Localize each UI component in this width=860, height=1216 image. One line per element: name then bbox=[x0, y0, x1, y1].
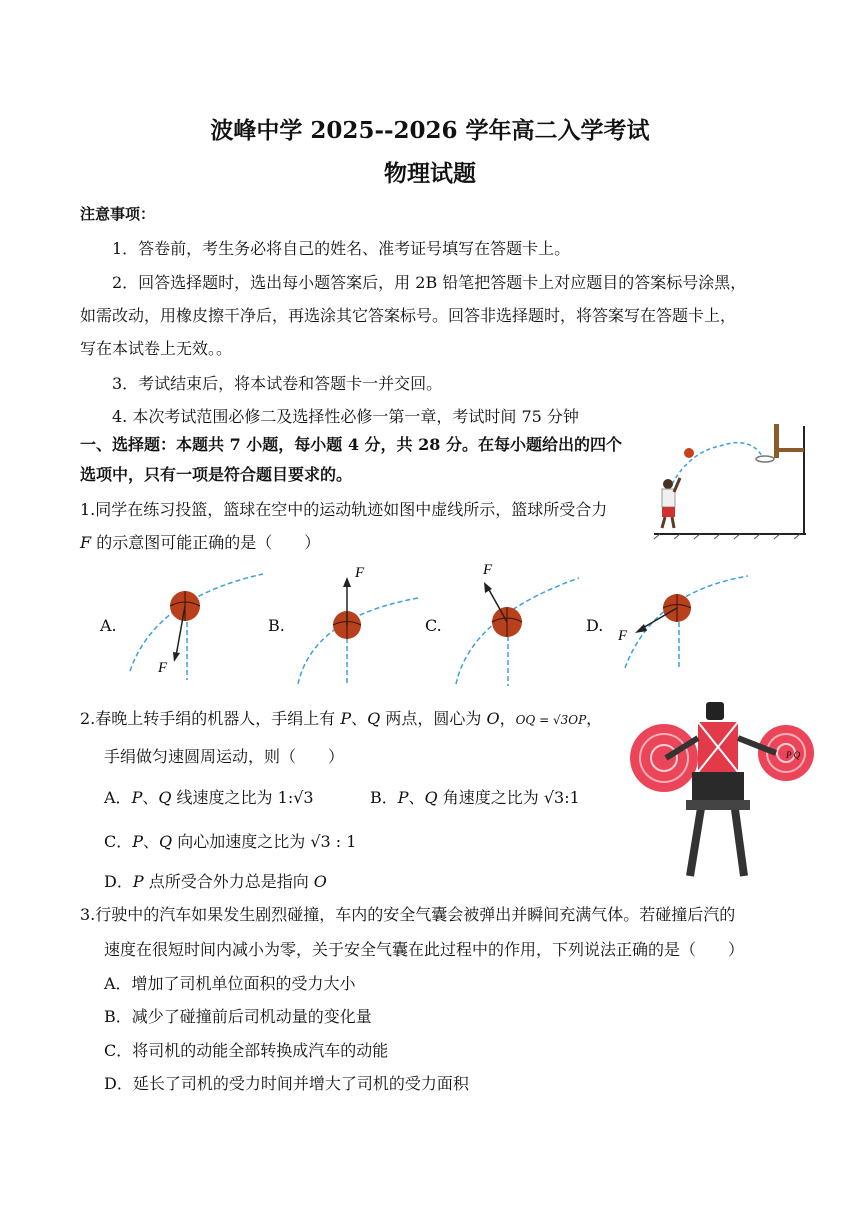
q1-d-force-label: F bbox=[618, 628, 628, 644]
robot-pq-label: P Q bbox=[786, 750, 801, 760]
notice-item-2-line1: 2．回答选择题时，选出每小题答案后，用 2B 铅笔把答题卡上对应题目的答案标号涂黑， bbox=[112, 273, 747, 292]
q3-option-c: C．将司机的动能全部转换成汽车的动能 bbox=[104, 1041, 389, 1060]
section1-heading-line1: 一、选择题：本题共 7 小题，每小题 4 分，共 28 分。在每小题给出的四个 bbox=[80, 435, 622, 454]
notice-item-2-line2: 如需改动，用橡皮擦干净后，再选涂其它答案标号。回答非选择题时，将答案写在答题卡上， bbox=[80, 306, 737, 325]
notice-heading: 注意事项： bbox=[80, 205, 156, 223]
basketball-shot-figure bbox=[650, 422, 810, 540]
q1-line2-text: 的示意图可能正确的是（ ） bbox=[91, 533, 321, 552]
q2-formula: OQ = √3OP bbox=[515, 713, 587, 727]
q1-line1: 1.同学在练习投篮，篮球在空中的运动轨迹如图中虚线所示，篮球所受合力 bbox=[80, 500, 608, 519]
q3-line1: 3.行驶中的汽车如果发生剧烈碰撞，车内的安全气囊会被弹出并瞬间充满气体。若碰撞后汽的 bbox=[80, 905, 736, 924]
q2-line1-mid: 两点，圆心为 bbox=[380, 709, 487, 728]
q2-option-d: D．P 点所受合外力总是指向 O bbox=[104, 872, 327, 891]
q2-point-q: Q bbox=[367, 709, 381, 728]
q2-point-p: P bbox=[340, 709, 352, 728]
q1-option-a-label: A. bbox=[100, 616, 117, 635]
q2-line1 bbox=[80, 706, 602, 729]
q1-force-var: F bbox=[80, 533, 92, 552]
q2-option-b: B．P、Q 角速度之比为 √3:1 bbox=[370, 788, 580, 807]
q1-a-force-label: F bbox=[158, 660, 168, 676]
q2-line1-end: ， bbox=[586, 709, 603, 728]
exam-subtitle: 物理试题 bbox=[384, 160, 476, 187]
q2-sep: 、 bbox=[351, 709, 368, 728]
notice-item-1: 1．答卷前，考生务必将自己的姓名、准考证号填写在答题卡上。 bbox=[112, 239, 571, 258]
q1-b-force-label: F bbox=[355, 565, 365, 581]
q2-comma: ， bbox=[499, 709, 516, 728]
q1-c-force-label: F bbox=[483, 562, 493, 578]
q1-option-b-label: B. bbox=[268, 616, 285, 635]
q1-line2 bbox=[80, 530, 320, 553]
q3-line2: 速度在很短时间内减小为零，关于安全气囊在此过程中的作用，下列说法正确的是（ ） bbox=[104, 940, 745, 959]
q1-option-a-diagram bbox=[125, 568, 270, 683]
q1-option-b-diagram bbox=[293, 562, 423, 687]
notice-item-3: 3．考试结束后，将本试卷和答题卡一并交回。 bbox=[112, 374, 443, 393]
exam-title: 波峰中学 2025--2026 学年高二入学考试 bbox=[210, 117, 650, 144]
notice-item-2-line3: 写在本试卷上无效。。 bbox=[80, 339, 233, 358]
q2-center-o: O bbox=[486, 709, 500, 728]
q1-option-d-diagram bbox=[613, 572, 753, 672]
q2-line1-pre: 2.春晚上转手绢的机器人，手绢上有 bbox=[80, 709, 341, 728]
q3-option-b: B．减少了碰撞前后司机动量的变化量 bbox=[104, 1007, 372, 1026]
q2-option-a: A．P、Q 线速度之比为 1:√3 bbox=[104, 788, 314, 807]
q2-line2: 手绢做匀速圆周运动，则（ ） bbox=[104, 747, 345, 766]
q1-option-c-diagram bbox=[451, 558, 586, 688]
q3-option-a: A．增加了司机单位面积的受力大小 bbox=[104, 974, 356, 993]
q2-option-c: C．P、Q 向心加速度之比为 √3 : 1 bbox=[104, 832, 357, 851]
q3-option-d: D．延长了司机的受力时间并增大了司机的受力面积 bbox=[104, 1074, 469, 1093]
q1-option-d-label: D. bbox=[586, 616, 604, 635]
q1-option-c-label: C. bbox=[425, 616, 442, 635]
notice-item-4: 4. 本次考试范围必修二及选择性必修一第一章，考试时间 75 分钟 bbox=[112, 407, 579, 426]
section1-heading-line2: 选项中，只有一项是符合题目要求的。 bbox=[80, 465, 353, 484]
robot-handkerchief-figure bbox=[626, 698, 816, 878]
